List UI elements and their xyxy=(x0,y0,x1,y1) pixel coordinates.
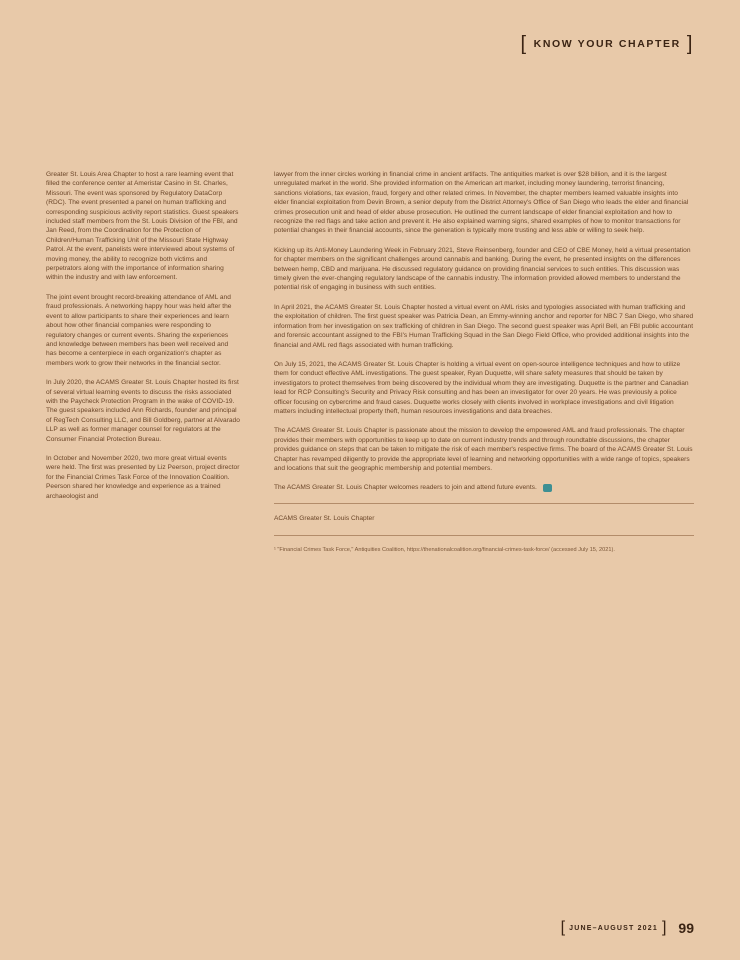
divider xyxy=(274,503,694,504)
right-bracket-icon: ] xyxy=(661,919,667,936)
issue-label: JUNE–AUGUST 2021 xyxy=(569,924,658,932)
signature: ACAMS Greater St. Louis Chapter xyxy=(274,514,375,522)
paragraph: The ACAMS Greater St. Louis Chapter is passionate about the mission to develop the empowered AML and fraud professionals. The chapter provides their members with opportunities to keep up to date on current industry trends and through roundtable discussions, the chapter provides guidance on steps that can be taken to mitigate the risk of each member's respective firms. The board of the ACAMS Greater St. Louis Chapter has revamped diligently to provide the appropriate level of learning and networking opportunities with a wide range of topics, speakers and locations that suit the geographic membership and potential members. xyxy=(274,427,693,472)
right-column xyxy=(274,170,694,554)
endmark-icon xyxy=(543,484,552,492)
paragraph: On July 15, 2021, the ACAMS Greater St. Louis Chapter is holding a virtual event on open-source intelligence techniques and how to utilize them for conduct effective AML investigations. The guest speaker, Ryan Duquette, will share safety measures that should be taken by investigators to protect themselves from being discovered by the individual whom they are investigating. Duquette is the partner and Canadian lead for RCP Consulting's Security and Privacy Risk consulting and has been an investigator for over 20 years. He was previously a police officer focusing on cybercrime and fraud cases. Duquette works closely with clients involved in workplace investigations and civil litigation matters including intellectual property theft, human resources investigations and data breaches. xyxy=(274,360,689,415)
page-number: 99 xyxy=(678,920,694,936)
paragraph: Greater St. Louis Area Chapter to host a rare learning event that filled the conference center at Ameristar Casino in St. Charles, Missouri. The event was sponsored by Regulatory DataCorp (RDC). The event presented a panel on human trafficking and corresponding suspicious activity report statistics. Guest speakers included staff members from the St. Louis Division of the FBI, and Jan Reed, from the Coordination for the Protection of Children/Human Trafficking Unit of the Missouri State Highway Patrol. At the event, panelists were interviewed about systems of moving money, the ability to recognize both victims and perpetrators along with the importance of information sharing within the industry and with law enforcement. xyxy=(46,171,239,282)
section-label: KNOW YOUR CHAPTER xyxy=(533,38,681,50)
paragraph: In April 2021, the ACAMS Greater St. Louis Chapter hosted a virtual event on AML risks and typologies associated with human trafficking and the exploitation of children. The first guest speaker was Patricia Dean, an Emmy-winning anchor and reporter for NBC 7 San Diego, who shared information from her investigation on sex trafficking of children in San Diego. The second guest speaker was April Bell, an FBI public accountant and forensic accountant assigned to the FBI's Human Trafficking Squad in the San Diego Field Office, who provided additional insights into the financial and AML red flags associated with human trafficking. xyxy=(274,303,694,349)
paragraph: In October and November 2020, two more great virtual events were held. The first was presented by Liz Peerson, project director for the Financial Crimes Task Force of the Innovation Coalition. Peerson shared her knowledge and experience as a trained archaeologist and xyxy=(46,454,240,500)
footnote: ¹ "Financial Crimes Task Force," Antiquities Coalition, https://thenationalcoalition.org/financial-crimes-task-force/ (accessed July 15, 2021). xyxy=(274,547,615,554)
paragraph: lawyer from the inner circles working in financial crime in ancient artifacts. The antiquities market is over $28 billion, and it is the largest unregulated market in the world. She provided information on the American art market, including money laundering, terrorist financing, sanctions violations, tax evasion, fraud, forgery and other related crimes. In November, the chapter members learned valuable insights into elder financial exploitation from Devin Brown, a senior deputy from the District Attorney's Office of San Diego who leads the elder and financial crimes prosecution unit and head of elder abuse prosecution. He outlined the current landscape of elder financial exploitation and how to recognize the red flags and take action and prevent it. He also explained warning signs, shared examples of how to monitor transactions for potential changes in their financial accounts, since the generation is typically more trusting and less able or willing to seek help. xyxy=(274,171,689,235)
paragraph: In July 2020, the ACAMS Greater St. Louis Chapter hosted its first of several virtual learning events to discuss the risks associated with the Paycheck Protection Program in the wake of COVID-19. The guest speakers included Ann Richards, founder and principal of RegTech Consulting LLC, and Bill Goldberg, partner at Alvarado LLP as well as former manager counsel for regulators at the Consumer Financial Protection Bureau. xyxy=(46,379,240,443)
divider xyxy=(274,535,694,536)
page-footer xyxy=(561,920,694,936)
paragraph: The joint event brought record-breaking attendance of AML and fraud professionals. A networking happy hour was held after the event to allow participants to share their experiences and learn about how other financial companies were responding to regulatory changes or current events. Sharing the experiences and knowledge between members has been well received and has become a centerpiece in each organization's chapter as members work to grow their networks in the financial sector. xyxy=(46,293,232,367)
left-bracket-icon: [ xyxy=(560,919,566,936)
paragraph: Kicking up its Anti-Money Laundering Week in February 2021, Steve Reinsenberg, founder and CEO of CBE Money, held a virtual presentation for chapter members on the significant challenges around cannabis and banking. During the event, he presented insights on the differences between hemp, CBD and marijuana. He discussed regulatory guidance on providing financial services to such entities. This discussion was timely given the ever-changing regulatory landscape of the cannabis industry. The information provided allowed members to understand the potential risk of engaging in business with such entities. xyxy=(274,246,691,292)
section-tag xyxy=(520,34,694,54)
right-bracket-icon: ] xyxy=(686,33,694,55)
left-column xyxy=(46,170,240,511)
closing-paragraph xyxy=(274,483,694,492)
closing-text: The ACAMS Greater St. Louis Chapter welcomes readers to join and attend future events. xyxy=(274,484,537,492)
left-bracket-icon: [ xyxy=(520,33,528,55)
